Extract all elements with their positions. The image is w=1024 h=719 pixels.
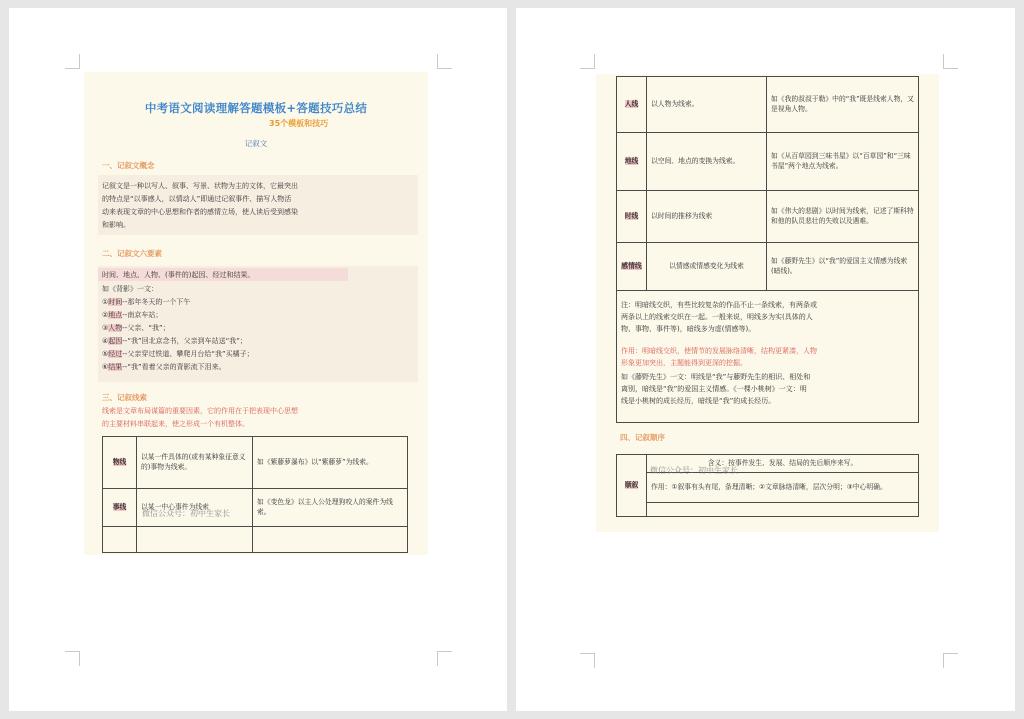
order-effect: 作用：①叙事有头有尾，条理清晰；②文章脉络清晰，层次分明；③中心明确。: [647, 473, 919, 503]
note-line: 注：明暗线交织，有些比较复杂的作品不止一条线索，有两条或: [621, 301, 817, 309]
clue-label: 物线: [112, 457, 127, 466]
order-definition: 含义：按事件发生、发展、结局的先后顺序来写。: [647, 455, 919, 473]
concept-line: 的特点是“以事感人，以情动人”即通过记叙事件、描写人物活: [102, 195, 292, 203]
clue-label: 地线: [624, 156, 639, 165]
clue-label: 感情线: [621, 261, 642, 270]
example-line: 线是小桃树的成长经历，暗线是“我”的成长经历。: [621, 397, 776, 405]
page-content: [84, 72, 428, 555]
crop-mark: [437, 54, 452, 69]
table-row: [617, 243, 919, 291]
watermark: 微信公众号：初中生家长: [142, 509, 230, 518]
element-item: ③人物--父亲、“我”；: [102, 324, 170, 332]
concept-line: 动来表现文章的中心思想和作者的感情立场，使人读后受到感染: [102, 208, 298, 216]
element-item: ⑤经过--父亲穿过铁道、攀爬月台给“我”买橘子；: [102, 350, 254, 358]
elements-line: 时间、地点、人物、(事件的)起因、经过和结果。: [102, 271, 255, 279]
crop-mark: [437, 651, 452, 666]
clue-desc: 以空间、地点的变换为线索。: [647, 133, 767, 191]
watermark: 微信公众号：初中生家长: [650, 466, 738, 475]
element-item: ①时间--那年冬天的一个下午: [102, 298, 191, 306]
element-item: ⑥结果--“我”看着父亲的背影流下泪来。: [102, 363, 226, 371]
example-line: 离别，暗线是“我”的爱国主义情感。《一棵小桃树》一文：明: [621, 385, 807, 393]
document-page-left: [9, 8, 507, 711]
effect-line: 形象更加突出，主题能得到更深的挖掘。: [621, 359, 747, 367]
section-heading-order: 四、记叙顺序: [620, 433, 665, 442]
clue-desc: 以时间的推移为线索: [647, 191, 767, 243]
crop-mark: [65, 651, 80, 666]
section-heading-clues: 三、记叙线索: [102, 393, 147, 402]
section-heading-concept: 一、记叙文概念: [102, 161, 155, 170]
clue-desc: 以人物为线索。: [647, 77, 767, 133]
note-line: 两条以上的线索交织在一起。一般来说，明线多为实(具体的人: [621, 313, 813, 321]
example-line: 如《藤野先生》一文：明线是“我”与藤野先生的相识、相处和: [621, 373, 811, 381]
clue-example: 如《从百草园到三味书屋》以“百草园”和“三味书屋”两个地点为线索。: [767, 133, 919, 191]
element-item: ④起因--“我”回北京念书，父亲到车站送“我”；: [102, 337, 247, 345]
clue-example: 如《藤野先生》以“我”的爱国主义情感为线索(暗线)。: [767, 243, 919, 291]
document-page-right: [516, 8, 1015, 711]
example-intro: 如《背影》一文：: [102, 285, 158, 293]
concept-block: [98, 175, 418, 235]
clue-label: 事线: [112, 502, 127, 511]
element-item: ②地点--南京车站；: [102, 311, 163, 319]
clue-example: 如《伟大的悲剧》以时间为线索，记述了斯科特和他的队员悲壮的失败以及遇难。: [767, 191, 919, 243]
category-heading: 记叙文: [244, 139, 268, 148]
clue-example: 如《我的叔叔于勒》中的“我”既是线索人物，又是视角人物。: [767, 77, 919, 133]
note-line: 物、事物、事件等)，暗线多为虚(情感等)。: [621, 325, 756, 333]
crop-mark: [580, 54, 595, 69]
clue-desc: 以情感或情感变化为线索: [647, 243, 767, 291]
note-box: [616, 290, 919, 423]
clue-desc: 以某一件具体的(或有某种象征意义的)事物为线索。: [137, 437, 253, 489]
clue-desc: 以某一中心事件为线索: [137, 489, 253, 527]
table-row: [103, 437, 408, 489]
concept-line: 记叙文是一种以写人、叙事、写景、状物为主的文体，它最突出: [102, 182, 298, 190]
clue-label: 人线: [624, 99, 639, 108]
concept-line: 和影响。: [102, 221, 130, 229]
clue-example: 如《变色龙》以主人公处理狗咬人的案件为线索。: [253, 489, 408, 527]
section-heading-six-elements: 二、记叙文六要素: [102, 249, 162, 258]
page-content: [596, 74, 939, 532]
crop-mark: [65, 54, 80, 69]
clue-example: 如《紫藤萝瀑布》以“紫藤萝”为线索。: [253, 437, 408, 489]
clue-table: [616, 76, 919, 291]
clue-intro-line: 线索是文章布局谋篇的重要因素，它的作用在于把表现中心思想: [102, 407, 298, 415]
table-row: [617, 191, 919, 243]
table-row: [617, 133, 919, 191]
page-title: 中考语文阅读理解答题模板+答题技巧总结: [144, 101, 368, 115]
crop-mark: [943, 54, 958, 69]
effect-line: 作用：明暗线交织，使情节的发展脉络清晰，结构更紧凑，人物: [621, 347, 817, 355]
clue-intro-line: 的主要材料串联起来，使之形成一个有机整体。: [102, 420, 249, 428]
six-elements-block: [98, 266, 418, 382]
crop-mark: [580, 653, 595, 668]
order-label: 顺叙: [624, 480, 639, 489]
clue-label: 时线: [624, 211, 639, 220]
clue-table: [102, 436, 408, 553]
order-table: [616, 454, 919, 517]
table-row: [617, 473, 919, 503]
crop-mark: [943, 653, 958, 668]
page-subtitle: 35个模板和技巧: [269, 119, 329, 128]
table-row: [617, 77, 919, 133]
